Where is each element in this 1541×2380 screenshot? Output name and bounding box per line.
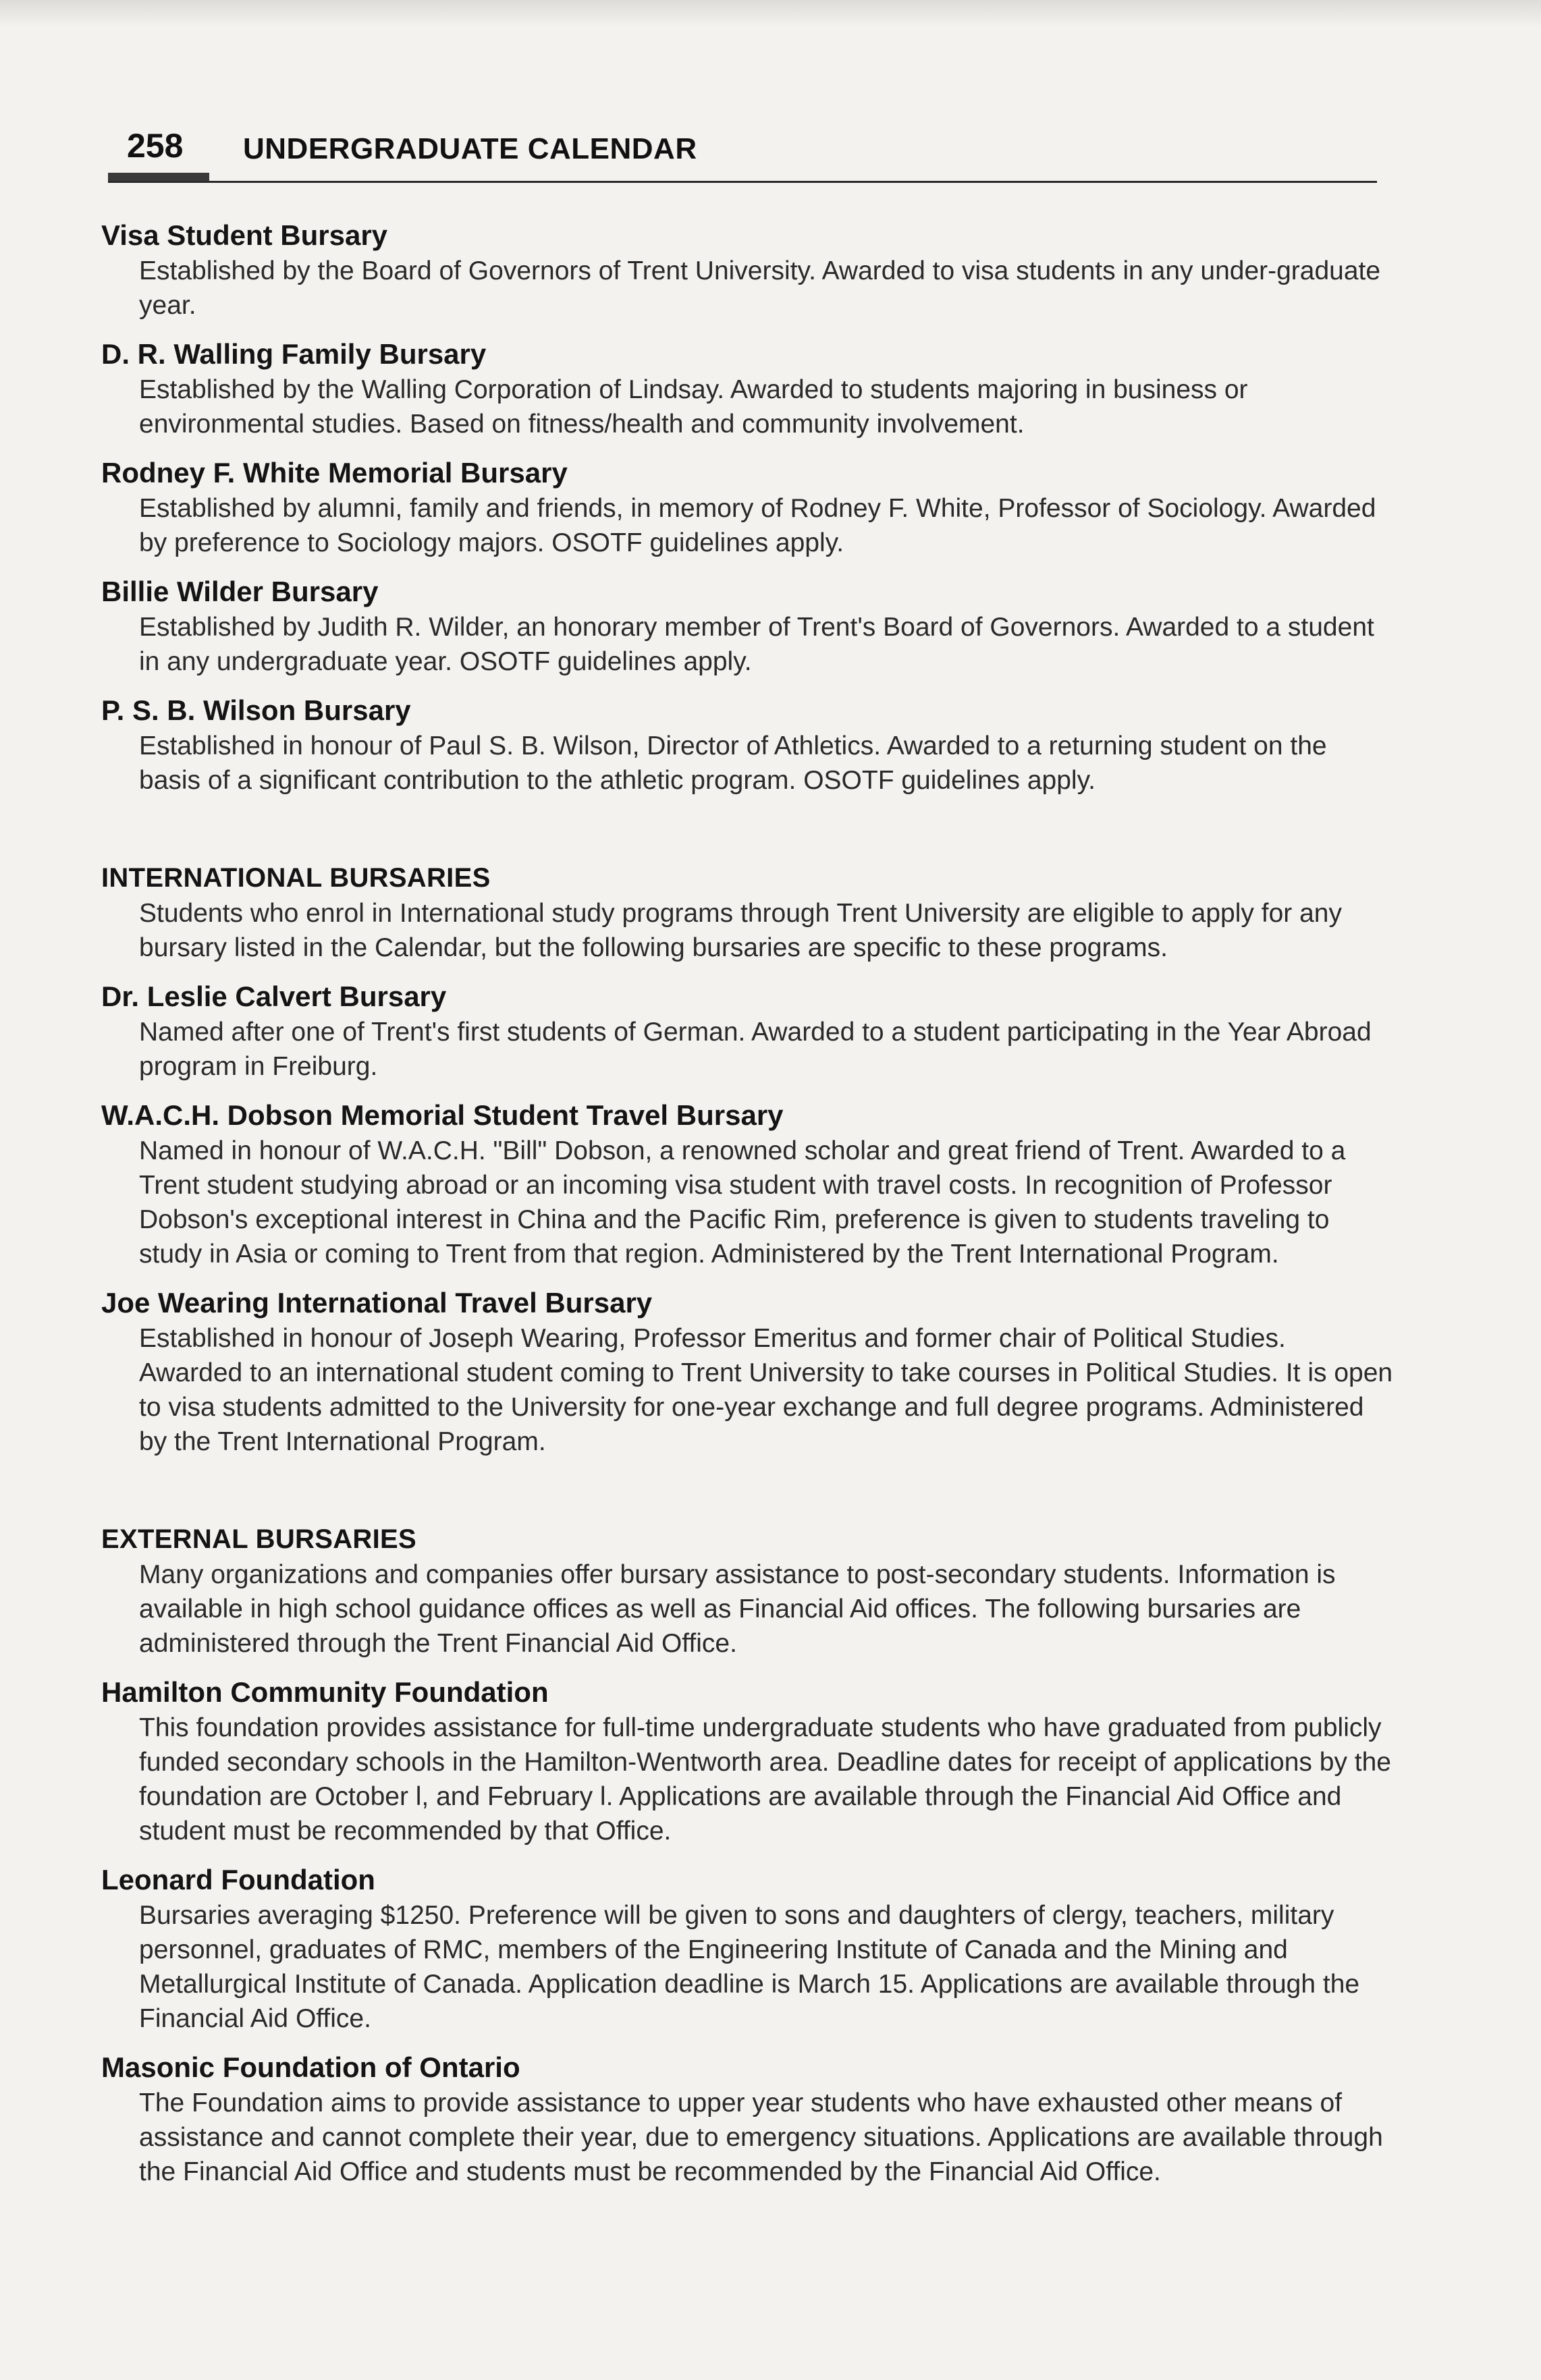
bursary-entry	[101, 336, 1390, 441]
bursary-title: W.A.C.H. Dobson Memorial Student Travel Bursary	[101, 1099, 784, 1131]
bursary-title: Hamilton Community Foundation	[101, 1676, 549, 1708]
bursary-title: Rodney F. White Memorial Bursary	[101, 457, 568, 489]
international-heading: INTERNATIONAL BURSARIES	[101, 863, 491, 893]
bursary-title: Dr. Leslie Calvert Bursary	[101, 980, 447, 1012]
bursary-entry	[101, 1674, 1390, 1848]
bursary-description: Established by the Board of Governors of Trent University. Awarded to visa students in any under-graduate year.	[139, 256, 1381, 320]
external-intro: Many organizations and companies offer bursary assistance to post-secondary students. Information is available in high school guidance offices as well as Financial Aid offices. The following bursaries are administered through the Trent Financial Aid Office.	[139, 1560, 1336, 1658]
bursary-description: This foundation provides assistance for full-time undergraduate students who have graduated from publicly funded secondary schools in the Hamilton-Wentworth area. Deadline dates for receipt of applications by the foundation are October l, and February l. Applications are available through the Financial Aid Office and student must be recommended by that Office.	[139, 1713, 1391, 1846]
bursary-entry	[101, 1097, 1390, 1271]
bursary-entry	[101, 1285, 1393, 1459]
bursary-entry	[101, 978, 1390, 1084]
bursary-description: The Foundation aims to provide assistance to upper year students who have exhausted other means of assistance and cannot complete their year, due to emergency situations. Applications are available through the Financial Aid Office and students must be recommended by the Financial Aid Office.	[139, 2088, 1383, 2186]
bursary-entry	[101, 2049, 1390, 2189]
page-header	[127, 126, 1376, 179]
external-heading: EXTERNAL BURSARIES	[101, 1524, 416, 1554]
scan-top-edge	[0, 0, 1541, 27]
bursary-title: Billie Wilder Bursary	[101, 576, 379, 607]
bursary-description: Established by the Walling Corporation of Lindsay. Awarded to students majoring in business or environmental studies. Based on fitness/health and community involvement.	[139, 375, 1248, 439]
bursary-entry	[101, 574, 1390, 679]
bursary-description: Established in honour of Joseph Wearing, Professor Emeritus and former chair of Political Studies. Awarded to an international student coming to Trent University to take courses in Political Studies. It is open to visa students admitted to the University for one-year exchange and full degree programs. Administered by the Trent International Program.	[139, 1324, 1393, 1456]
bursary-description: Named after one of Trent's first students of German. Awarded to a student participating in the Year Abroad program in Freiburg.	[139, 1018, 1372, 1081]
running-head: UNDERGRADUATE CALENDAR	[243, 132, 697, 165]
bursary-title: Masonic Foundation of Ontario	[101, 2051, 520, 2083]
bursary-description: Established in honour of Paul S. B. Wilson, Director of Athletics. Awarded to a returning student on the basis of a significant contribution to the athletic program. OSOTF guidelines apply.	[139, 731, 1327, 795]
page-number: 258	[127, 127, 184, 165]
bursary-title: Visa Student Bursary	[101, 219, 388, 251]
bursary-description: Established by alumni, family and friends, in memory of Rodney F. White, Professor of Sociology. Awarded by preference to Sociology majors. OSOTF guidelines apply.	[139, 494, 1376, 557]
bursary-title: D. R. Walling Family Bursary	[101, 338, 487, 370]
header-rule	[108, 181, 1377, 183]
bursary-entry	[101, 1862, 1390, 2036]
section-spacer	[101, 811, 1390, 860]
bursary-title: P. S. B. Wilson Bursary	[101, 694, 411, 726]
bursary-entry	[101, 217, 1390, 323]
international-section-intro	[101, 860, 1390, 965]
bursary-title: Leonard Foundation	[101, 1864, 375, 1895]
bursary-description: Established by Judith R. Wilder, an honorary member of Trent's Board of Governors. Awarded to a student in any undergraduate year. OSOTF guidelines apply.	[139, 613, 1374, 676]
bursary-entry	[101, 692, 1390, 798]
bursary-description: Bursaries averaging $1250. Preference will be given to sons and daughters of clergy, teachers, military personnel, graduates of RMC, members of the Engineering Institute of Canada and the Mining and Metallurgical Institute of Canada. Application deadline is March 15. Applications are available through the Financial Aid Office.	[139, 1901, 1360, 2033]
section-spacer	[101, 1472, 1390, 1521]
bursary-title: Joe Wearing International Travel Bursary	[101, 1287, 653, 1319]
international-intro: Students who enrol in International study programs through Trent University are eligible to apply for any bursary listed in the Calendar, but the following bursaries are specific to these programs.	[139, 899, 1342, 962]
page-content	[101, 217, 1393, 2203]
external-section-intro	[101, 1521, 1390, 1661]
bursary-description: Named in honour of W.A.C.H. "Bill" Dobson, a renowned scholar and great friend of Trent. Awarded to a Trent student studying abroad or an incoming visa student with travel costs. In recognition of Professor Dobson's exceptional interest in China and the Pacific Rim, preference is given to students traveling to study in Asia or coming to Trent from that region. Administered by the Trent International Program.	[139, 1136, 1346, 1269]
bursary-entry	[101, 455, 1390, 560]
